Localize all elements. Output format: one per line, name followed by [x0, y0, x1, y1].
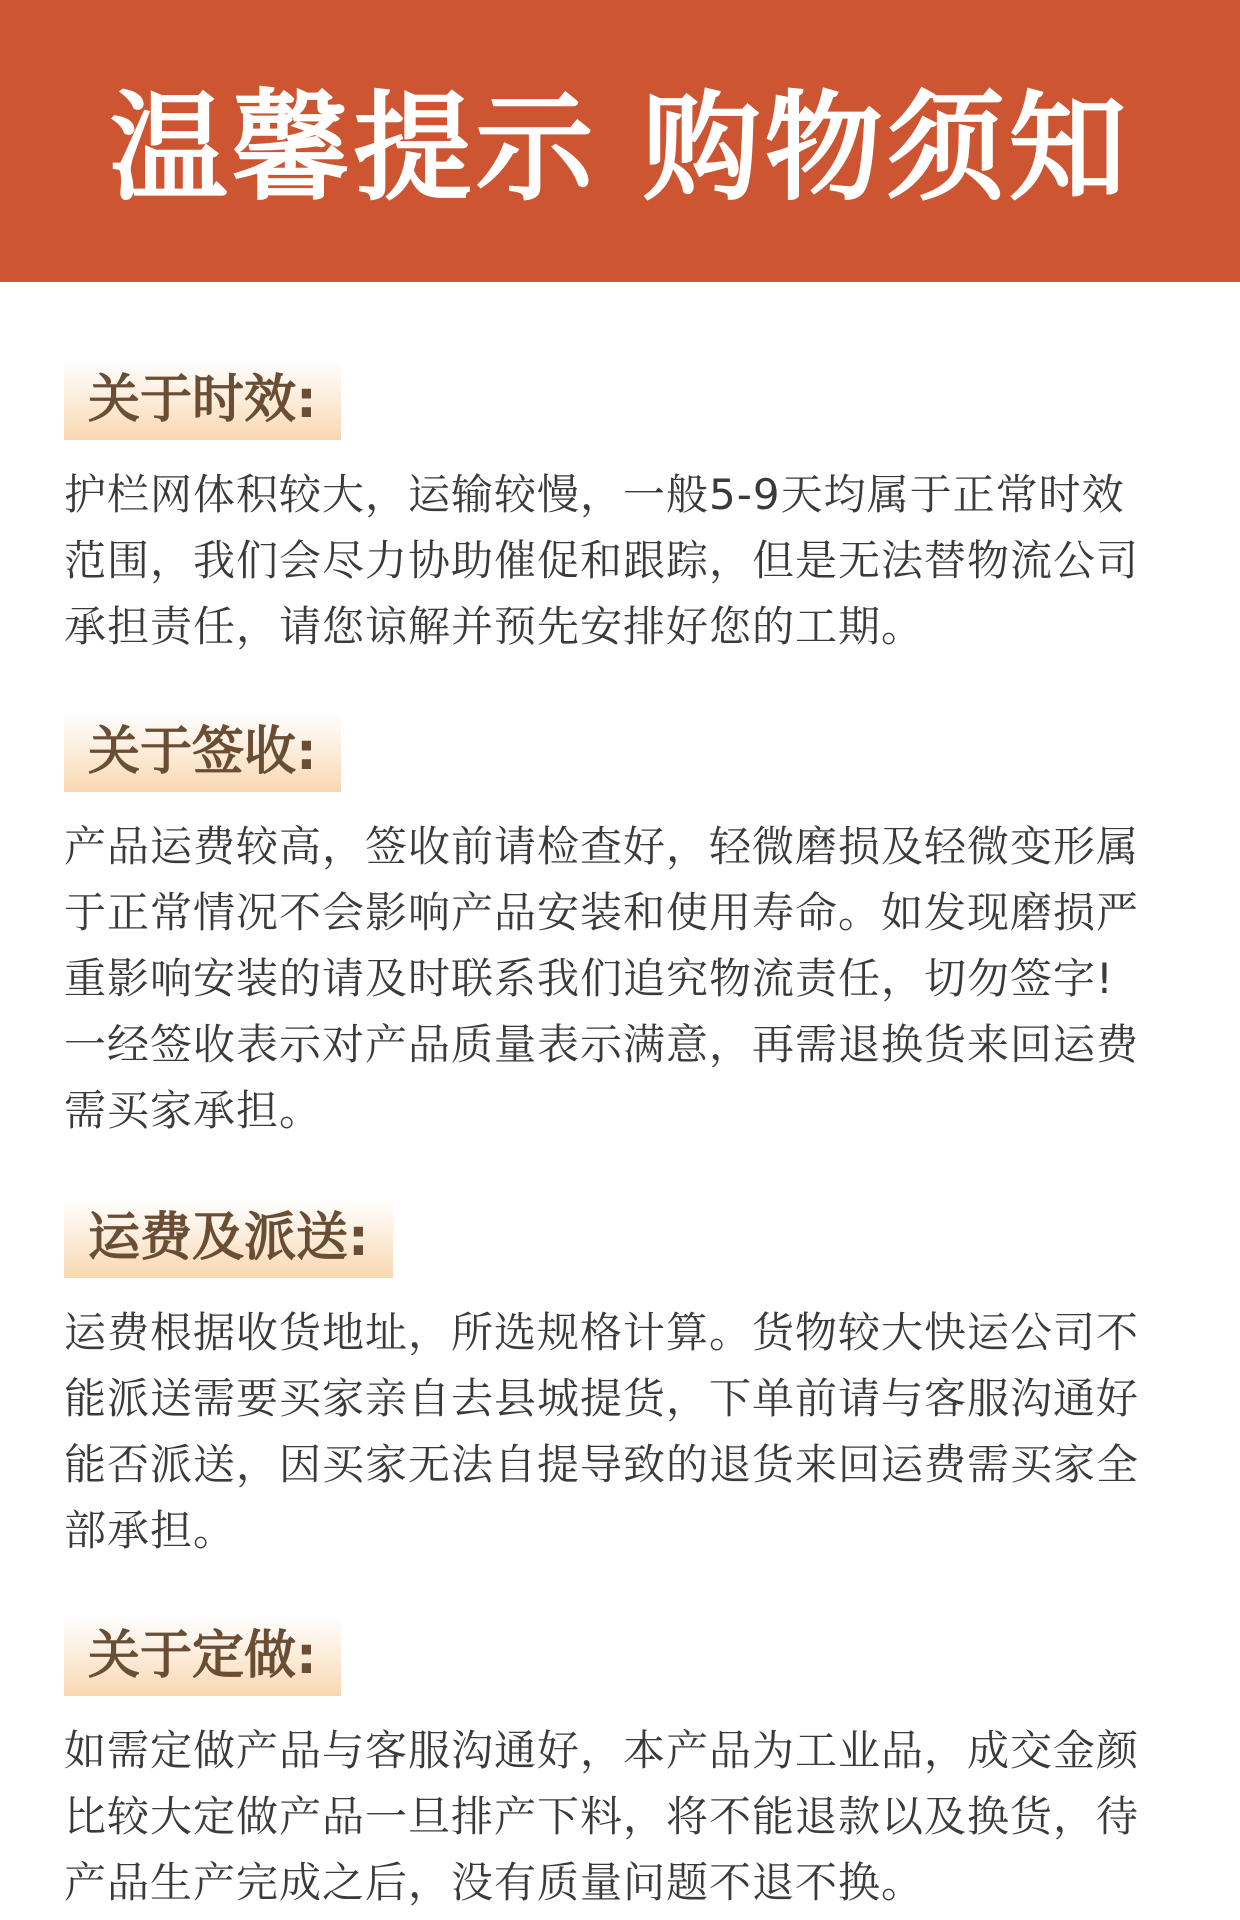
section-heading: 运费及派送:: [64, 1198, 393, 1278]
section-body: [64, 814, 1176, 1144]
section-body: [64, 462, 1176, 660]
text-line: 一经签收表示对产品质量表示满意，再需退换货来回运费: [64, 1020, 1140, 1069]
text-line: 于正常情况不会影响产品安装和使用寿命。如发现磨损严: [64, 888, 1140, 937]
page-title: 温馨提示 购物须知: [109, 79, 1131, 217]
section-heading: 关于时效:: [64, 360, 341, 440]
text-line: 如需定做产品与客服沟通好，本产品为工业品，成交金颜: [64, 1726, 1140, 1775]
text-line: 部承担。: [64, 1506, 237, 1555]
section-shipping: [64, 1198, 1176, 1564]
text-line: 护栏网体积较大，运输较慢，一般5-9天均属于正常时效: [64, 470, 1125, 519]
section-heading: 关于定做:: [64, 1616, 341, 1696]
section-timeliness: [64, 360, 1176, 660]
text-line: 比较大定做产品一旦排产下料，将不能退款以及换货，待: [64, 1792, 1140, 1841]
text-line: 重影响安装的请及时联系我们追究物流责任，切勿签字!: [64, 954, 1114, 1003]
section-custom: [64, 1616, 1176, 1916]
section-signing: [64, 712, 1176, 1144]
text-line: 能派送需要买家亲自去县城提货，下单前请与客服沟通好: [64, 1374, 1140, 1423]
section-body: [64, 1300, 1176, 1564]
section-heading: 关于签收:: [64, 712, 341, 792]
text-line: 产品运费较高，签收前请检查好，轻微磨损及轻微变形属: [64, 822, 1140, 871]
section-body: [64, 1718, 1176, 1916]
text-line: 范围，我们会尽力协助催促和跟踪，但是无法替物流公司: [64, 536, 1140, 585]
header-banner: [0, 0, 1240, 282]
text-line: 产品生产完成之后，没有质量问题不退不换。: [64, 1858, 925, 1907]
text-line: 运费根据收货地址，所选规格计算。货物较大快运公司不: [64, 1308, 1140, 1357]
text-line: 承担责任，请您谅解并预先安排好您的工期。: [64, 602, 925, 651]
text-line: 需买家承担。: [64, 1086, 323, 1135]
text-line: 能否派送，因买家无法自提导致的退货来回运费需买家全: [64, 1440, 1140, 1489]
